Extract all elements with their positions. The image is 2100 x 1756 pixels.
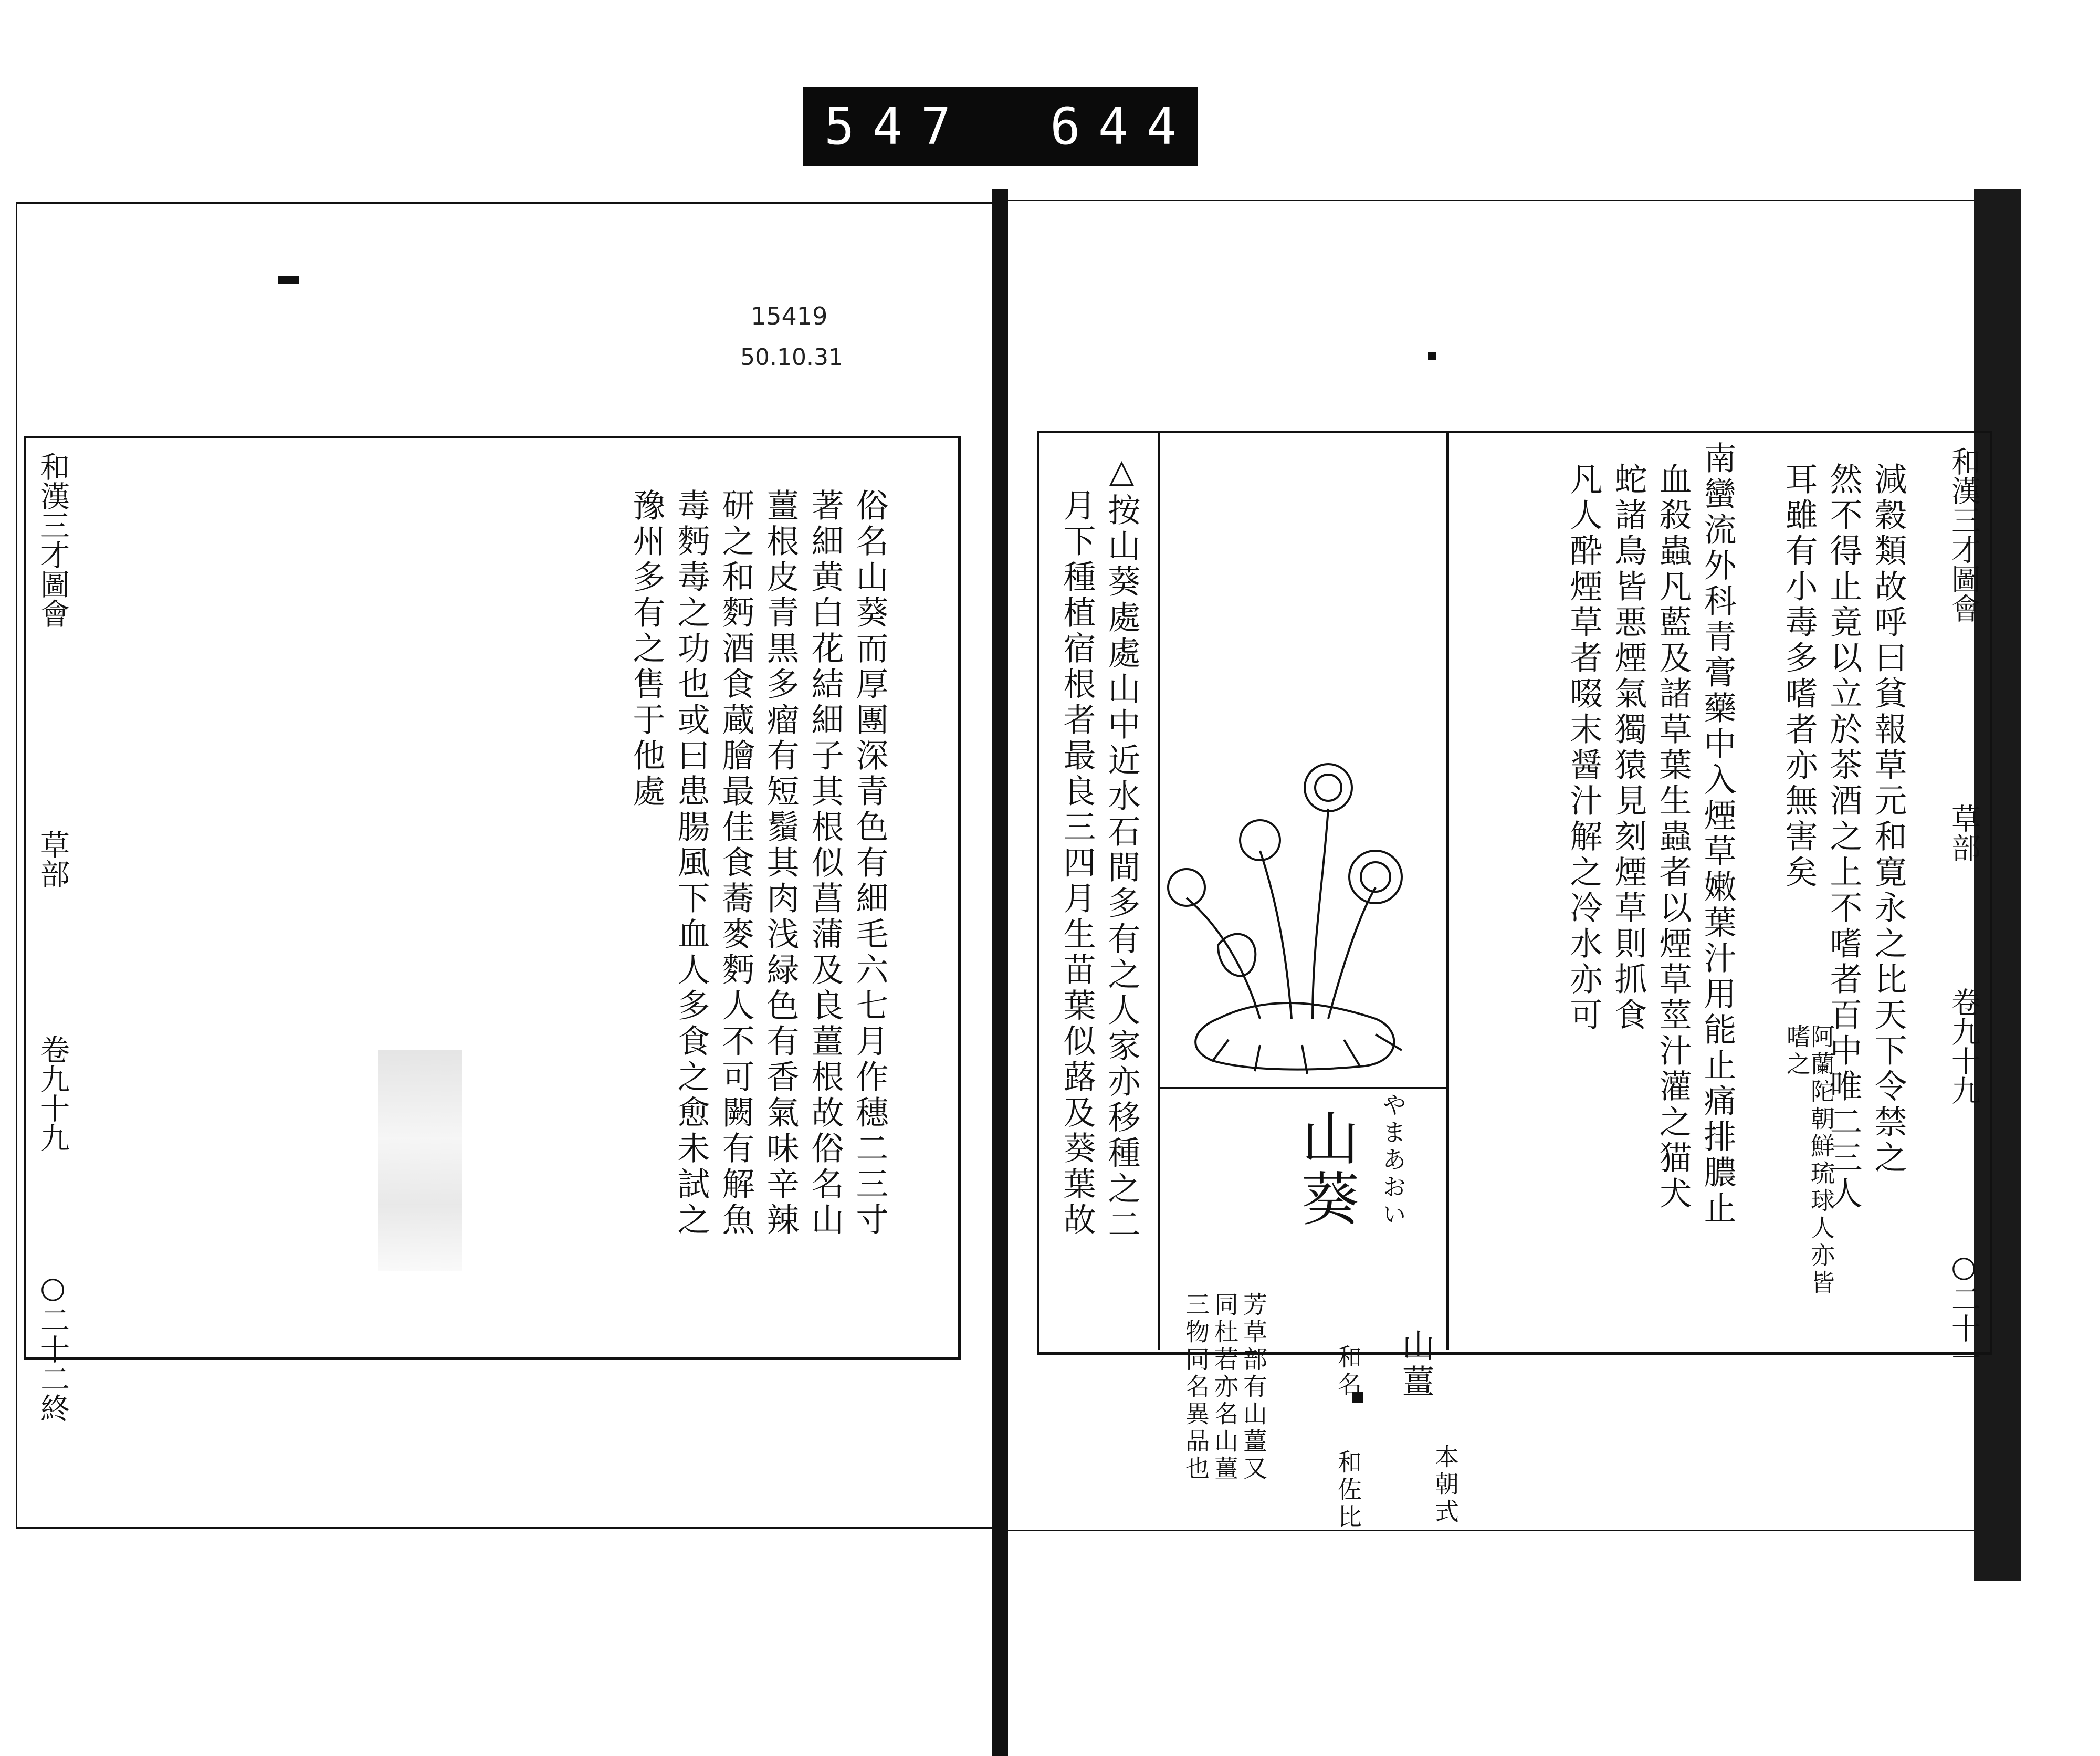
ink-mark	[1428, 352, 1436, 360]
right-text-column-5: 血殺蟲凡藍及諸草葉生蟲者以煙草莖汁灌之猫犬	[1654, 462, 1692, 1212]
library-stamp-date: 50.10.31	[740, 344, 843, 371]
catalog-number-label	[803, 87, 1198, 166]
entry-divider-horizontal	[1160, 1087, 1449, 1089]
right-margin-volume: 卷九十九	[1947, 987, 1981, 1105]
left-text-column-2: 著細黄白花結細子其根似菖蒲及良薑根故俗名山	[806, 488, 844, 1238]
right-text-column-4: 南蠻流外科青膏藥中入煙草嫩葉汁用能止痛排膿止	[1698, 441, 1737, 1227]
left-text-column-1: 俗名山葵而厚團深青色有細毛六七月作穗二三寸	[850, 488, 889, 1238]
right-text-note: 阿蘭陀朝鮮琉球人亦皆嗜之	[1783, 1024, 1835, 1297]
right-margin-page: ○二十一	[1947, 1250, 1981, 1372]
left-margin-section: 草部	[36, 830, 70, 889]
wasabi-plant-illustration	[1155, 725, 1449, 1082]
right-margin-section: 草部	[1947, 803, 1981, 862]
wamei-value: 和佐比	[1334, 1449, 1362, 1531]
left-text-column-6: 豫州多有之售于他處	[627, 488, 666, 810]
left-margin-page: ○二十二終	[36, 1271, 70, 1423]
note-column-3: 三物同名異品也	[1182, 1292, 1210, 1483]
left-text-column-5: 毒麪毒之功也或曰患腸風下血人多食之愈未試之	[672, 488, 710, 1238]
paper-smudge	[378, 1050, 462, 1271]
right-catalog-number: 644	[1050, 97, 1195, 156]
library-stamp-id: 15419	[751, 302, 828, 330]
right-text-column-3: 耳雖有小毒多嗜者亦無害矣	[1780, 462, 1818, 891]
note-column-2: 同杜若亦名山薑	[1211, 1292, 1239, 1483]
ink-mark	[278, 276, 299, 284]
entry-title: 山葵	[1292, 1108, 1359, 1230]
right-text-column-1: 減穀類故呼曰貧報草元和寛永之比天下令禁之	[1869, 462, 1907, 1176]
left-text-column-4: 研之和麪酒食蔵膾最佳食蕎麥麪人不可闕有解魚	[717, 488, 755, 1238]
entry-source: 本朝式	[1431, 1444, 1460, 1526]
entry-synonym: 山薑	[1396, 1329, 1435, 1400]
right-text-column-7: 凡人酔煙草者啜末醤汁解之冷水亦可	[1564, 462, 1603, 1033]
wamei-label: 和名	[1334, 1344, 1362, 1399]
right-text-column-9: 月下種植宿根者最良三四月生苗葉似蕗及葵葉故	[1058, 488, 1096, 1238]
right-text-column-8: △按山葵處處山中近水石間多有之人家亦移種之二	[1102, 452, 1141, 1243]
right-margin-title: 和漢三才圖會	[1947, 446, 1981, 623]
book-spine	[992, 189, 1008, 1756]
note-column-1: 芳草部有山薑又	[1240, 1292, 1268, 1483]
left-margin-volume: 卷九十九	[36, 1034, 70, 1152]
entry-reading: やまあおい	[1379, 1092, 1407, 1229]
right-text-column-6: 蛇諸鳥皆悪煙氣獨猿見刻煙草則抓食	[1609, 462, 1647, 1033]
left-text-column-3: 薑根皮青黒多瘤有短鬚其肉浅緑色有香氣味辛辣	[761, 488, 800, 1238]
left-margin-title: 和漢三才圖會	[36, 452, 70, 628]
left-catalog-number: 547	[824, 97, 969, 156]
right-text-column-2: 然不得止竟以立於茶酒之上不嗜者百中唯二三人	[1824, 462, 1863, 1212]
